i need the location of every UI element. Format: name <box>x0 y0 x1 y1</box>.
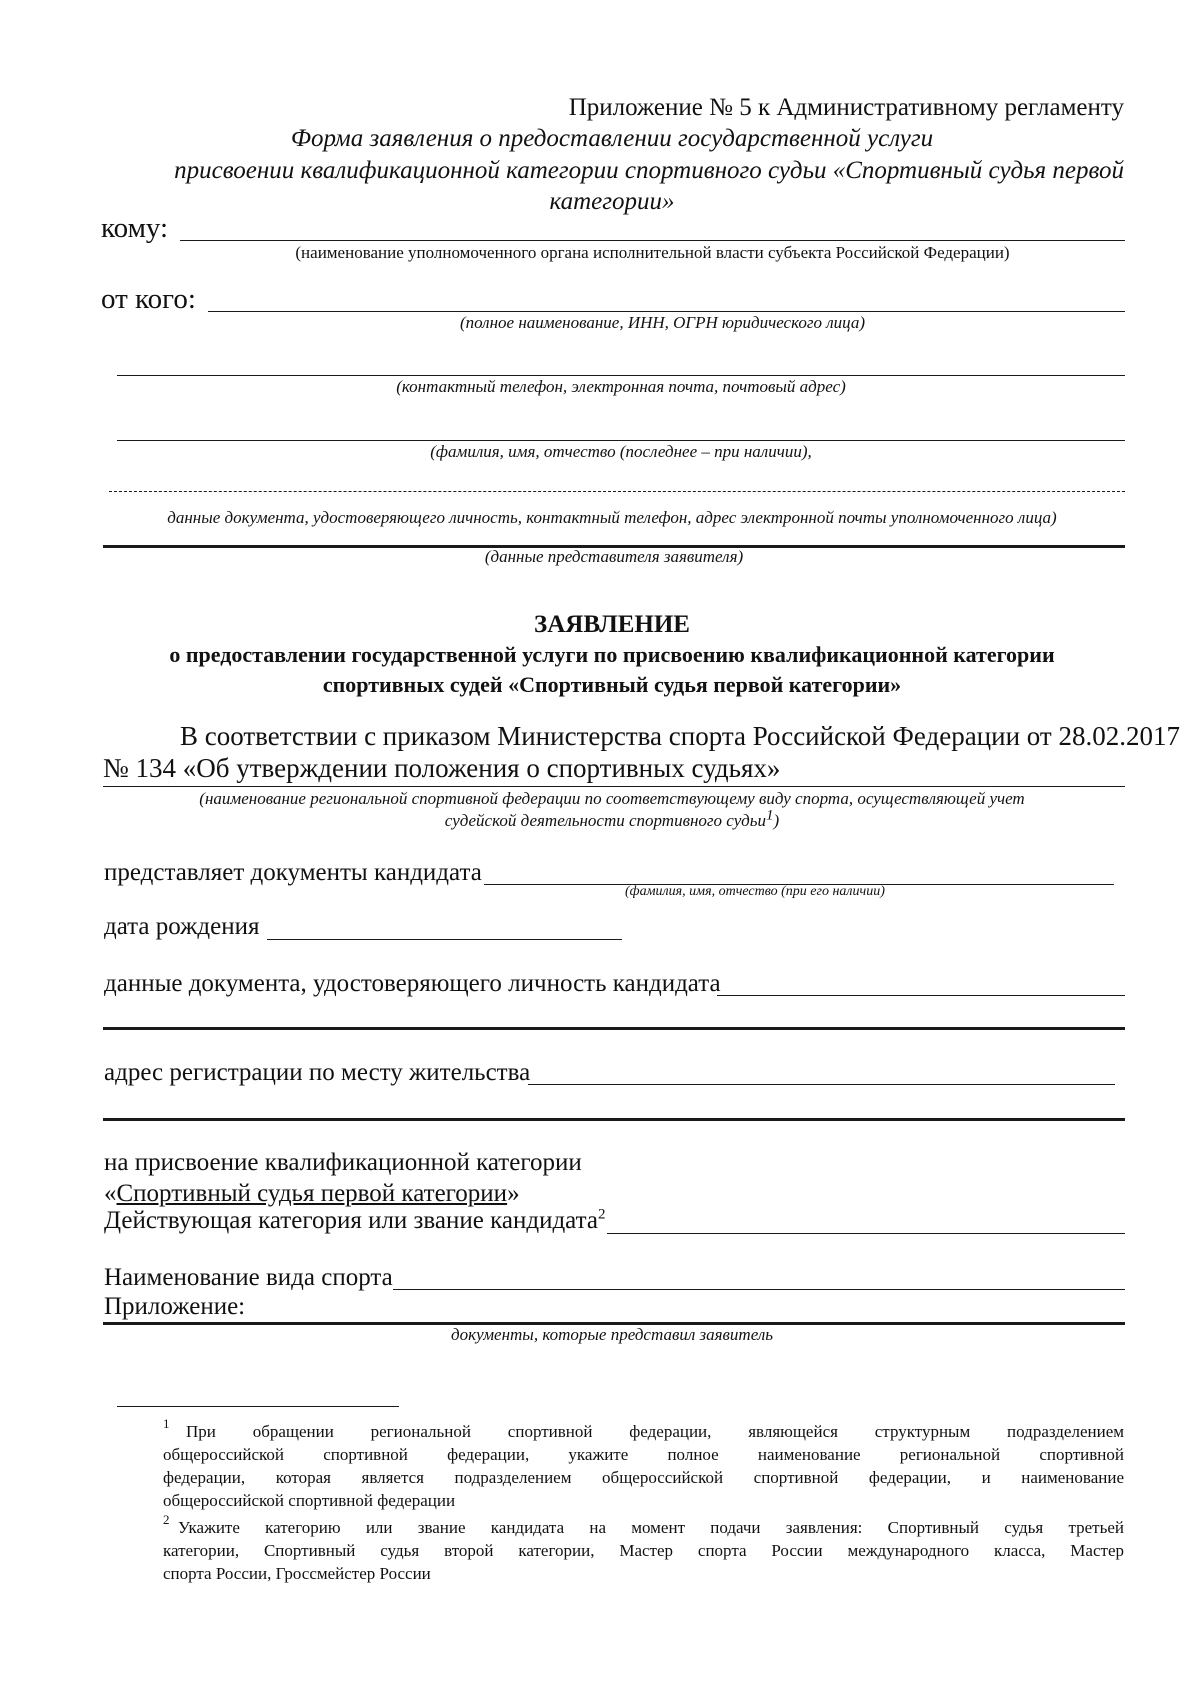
id-document-line2[interactable] <box>103 1027 1125 1030</box>
footnote2-mark: 2 <box>163 1512 170 1527</box>
address-label: адрес регистрации по месту жительства <box>104 1059 531 1086</box>
representative-doc-line[interactable] <box>109 491 1125 492</box>
intro-line2: № 134 «Об утверждении положения о спортивных судьях» <box>103 753 781 783</box>
form-title-line3: категории» <box>549 188 675 215</box>
candidate-label: представляет документы кандидата <box>104 859 482 886</box>
to-field-line[interactable] <box>180 240 1125 241</box>
from-field-line[interactable] <box>208 311 1125 312</box>
current-category-label: Действующая категория или звание кандидата$^2$ <box>104 1206 606 1234</box>
federation-caption-line2: судейской деятельности спортивного судьи$^1$) <box>444 807 780 830</box>
from-caption-fio: (фамилия, имя, отчество (последнее – при наличии), <box>430 442 812 461</box>
id-document-line1[interactable] <box>717 995 1125 996</box>
from-caption-contact: (контактный телефон, электронная почта, почтовый адрес) <box>396 377 846 396</box>
birth-date-line[interactable] <box>267 939 622 940</box>
assign-category: «Спортивный судья первой категории» <box>104 1180 520 1207</box>
from-caption-representative: (данные представителя заявителя) <box>484 547 744 566</box>
representative-name-line[interactable] <box>117 440 1125 441</box>
address-line1[interactable] <box>528 1084 1115 1085</box>
footnote1-line1: При обращении региональной спортивной федерации, являющейся структурным подразделением <box>186 1422 1124 1441</box>
form-title-line2: присвоении квалификационной категории спортивного судьи «Спортивный судья первой <box>174 157 1124 184</box>
to-label: кому: <box>101 212 169 244</box>
address-line2[interactable] <box>103 1118 1125 1121</box>
footnote2-line1: Укажите категорию или звание кандидата на момент подачи заявления: Спортивный судья третьей <box>178 1518 1124 1537</box>
federation-field-line[interactable] <box>103 786 1125 787</box>
contact-field-line[interactable] <box>117 375 1125 376</box>
appendix-caption: документы, которые представил заявитель <box>451 1325 773 1344</box>
statement-subtitle-line1: о предоставлении государственной услуги по присвоению квалификационной категории <box>169 642 1055 667</box>
birth-date-label: дата рождения <box>104 913 260 940</box>
sport-label: Наименование вида спорта <box>104 1264 393 1291</box>
footnote2-line2: категории, Спортивный судья второй категории, Мастер спорта России международного класса, Мастер <box>163 1541 1124 1560</box>
from-caption-document: данные документа, удостоверяющего личность, контактный телефон, адрес электронной почты уполномоченного лица) <box>167 508 1057 527</box>
appendix-title: Приложение № 5 к Административному регламенту <box>568 94 1124 121</box>
footnote-separator <box>117 1406 399 1407</box>
candidate-caption: (фамилия, имя, отчество (при его наличии) <box>625 884 885 899</box>
assign-label: на присвоение квалификационной категории <box>104 1149 582 1176</box>
id-document-label: данные документа, удостоверяющего личность кандидата <box>104 970 721 997</box>
from-caption-org: (полное наименование, ИНН, ОГРН юридического лица) <box>459 313 866 332</box>
statement-subtitle-line2: спортивных судей «Спортивный судья первой категории» <box>322 672 902 697</box>
to-caption: (наименование уполномоченного органа исполнительной власти субъекта Российской Федерации) <box>295 243 1010 262</box>
current-category-line[interactable] <box>607 1233 1125 1234</box>
intro-line1: В соответствии с приказом Министерства спорта Российской Федерации от 28.02.2017 <box>180 721 1180 751</box>
appendix-label: Приложение: <box>104 1293 246 1320</box>
footnote1-mark: 1 <box>163 1416 170 1431</box>
form-title-line1: Форма заявления о предоставлении государственной услуги <box>290 125 934 152</box>
footnote1-line3: федерации, которая является подразделением общероссийской спортивной федерации, и наименование <box>163 1468 1124 1487</box>
sport-line[interactable] <box>393 1289 1125 1290</box>
footnote2-line3: спорта России, Гроссмейстер России <box>163 1564 431 1583</box>
footnote1-line2: общероссийской спортивной федерации, укажите полное наименование региональной спортивной <box>163 1445 1124 1464</box>
footnote1-line4: общероссийской спортивной федерации <box>163 1491 456 1510</box>
from-label: от кого: <box>101 283 196 315</box>
statement-heading: ЗАЯВЛЕНИЕ <box>534 611 690 638</box>
federation-caption-line1: (наименование региональной спортивной федерации по соответствующему виду спорта, осуществляющей учет <box>199 789 1025 808</box>
